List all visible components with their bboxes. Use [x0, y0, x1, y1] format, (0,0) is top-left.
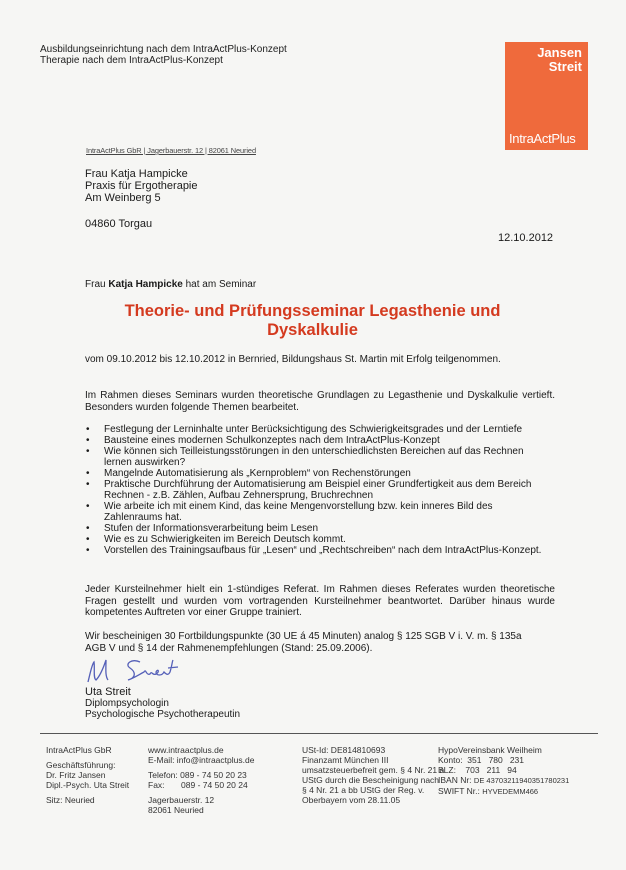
footer-tax-line: UStG durch die Bescheinigung nach — [302, 775, 440, 785]
footer-contact — [148, 745, 254, 815]
footer-mgmt-1: Dr. Fritz Jansen — [46, 770, 106, 780]
iban-label: IBAN Nr: — [438, 775, 472, 785]
signer-title2: Psychologische Psychotherapeutin — [85, 709, 241, 720]
footer-swift — [438, 786, 569, 797]
recipient-org: Praxis für Ergotherapie — [85, 180, 198, 192]
seminar-period: vom 09.10.2012 bis 12.10.2012 in Bernried, Bildungshaus St. Martin mit Erfolg teilgenommen. — [85, 354, 501, 365]
footer-fax: Fax: 089 - 74 50 20 24 — [148, 780, 248, 790]
signer-name: Uta Streit — [85, 686, 131, 698]
footer-account: Konto: 351 780 231 — [438, 755, 525, 765]
participant-name: Katja Hampicke — [108, 279, 183, 290]
footer-bank — [438, 745, 569, 797]
intro-line — [85, 279, 256, 290]
footer-mgmt-2: Dipl.-Psych. Uta Streit — [46, 780, 130, 790]
paragraph-presentation: Jeder Kursteilnehmer hielt ein 1-stündiges Referat. Im Rahmen dieses Referates wurden theoretische Fragen gestellt und wurden vom vortragenden Kursteilnehmer beantwortet. Darüber hinaus wurde kompetentes Auftreten vor einer Gruppe trainiert. — [85, 584, 555, 618]
topic-item: • Wie arbeite ich mit einem Kind, das keine Mengenvorstellung bzw. kein inneres Bild des Zahlenraums hat. — [85, 501, 555, 523]
recipient-street: Am Weinberg 5 — [85, 192, 161, 204]
tagline-therapy: Therapie nach dem IntraActPlus-Konzept — [40, 55, 223, 66]
signer-block — [85, 687, 240, 720]
topic-item: • Stufen der Informationsverarbeitung beim Lesen — [85, 523, 555, 534]
letterhead-tagline — [40, 44, 287, 66]
footer-mgmt-label: Geschäftsführung: — [46, 760, 116, 770]
footer-street: Jagerbauerstr. 12 — [148, 795, 215, 805]
logo-name-jansen: Jansen — [537, 45, 582, 60]
swift-label: SWIFT Nr.: — [438, 786, 480, 796]
footer-website-link[interactable]: www.intraactplus.de — [148, 745, 224, 755]
handwritten-signature-icon — [84, 656, 194, 686]
topic-item: • Wie es zu Schwierigkeiten im Bereich Deutsch kommt. — [85, 534, 555, 545]
footer-company-name: IntraActPlus GbR — [46, 745, 112, 755]
iban-value: DE 43703211940351780231 — [473, 776, 570, 785]
footer-divider — [40, 733, 598, 734]
logo-names — [537, 46, 582, 74]
seminar-title: Theorie- und Prüfungsseminar Legasthenie und Dyskalkulie — [124, 302, 501, 339]
footer-tax-line: Oberbayern vom 28.11.05 — [302, 795, 401, 805]
footer-tax-line: § 4 Nr. 21 a bb UStG der Reg. v. — [302, 785, 425, 795]
signer-title: Diplompsychologin — [85, 698, 169, 709]
topic-item: • Festlegung der Lerninhalte unter Berücksichtigung des Schwierigkeitsgrades und der Lerntiefe — [85, 424, 555, 435]
letter-date: 12.10.2012 — [498, 232, 554, 244]
footer-company — [46, 745, 129, 805]
intro-suffix: hat am Seminar — [185, 279, 257, 290]
footer-tax-line: umsatzsteuerbefreit gem. § 4 Nr. 21 a — [302, 765, 445, 775]
footer-bank-name: HypoVereinsbank Weilheim — [438, 745, 542, 755]
swift-value: HYVEDEMM466 — [482, 787, 539, 796]
footer-seat: Sitz: Neuried — [46, 795, 95, 805]
topic-item: • Praktische Durchführung der Automatisierung am Beispiel einer Grundfertigkeit aus dem Bereich Rechnen - z.B. Zählen, Aufbau Zehnersprung, Bruchrechnen — [85, 479, 555, 501]
logo — [505, 42, 588, 150]
footer-city: 82061 Neuried — [148, 805, 204, 815]
topic-item: • Mangelnde Automatisierung als „Kernproblem“ von Rechenstörungen — [85, 468, 555, 479]
sender-return-address: IntraActPlus GbR | Jagerbauerstr. 12 | 82061 Neuried — [86, 146, 256, 155]
footer-tax-line: USt-Id: DE814810693 — [302, 745, 386, 755]
paragraph-credits: Wir bescheinigen 30 Fortbildungspunkte (30 UE á 45 Minuten) analog § 125 SGB V i. V. m. § 135a AGB V und § 14 der Rahmenempfehlungen (Stand: 25.09.2006). — [85, 631, 522, 654]
footer-email-link[interactable]: E-Mail: info@intraactplus.de — [148, 755, 255, 765]
tagline-training: Ausbildungseinrichtung nach dem IntraActPlus-Konzept — [40, 44, 287, 55]
logo-brand: IntraActPlus — [509, 131, 576, 146]
footer-tax — [302, 745, 444, 805]
topics-list — [85, 424, 555, 556]
topic-item: • Vorstellen des Trainingsaufbaus für „Lesen“ und „Rechtschreiben“ nach dem IntraActPlus-Konzept. — [85, 545, 555, 556]
footer-blz: BLZ: 703 211 94 — [438, 765, 517, 775]
topic-item: • Bausteine eines modernen Schulkonzeptes nach dem IntraActPlus-Konzept — [85, 435, 555, 446]
footer-iban — [438, 775, 569, 786]
logo-name-streit: Streit — [548, 59, 582, 74]
recipient-city: 04860 Torgau — [85, 218, 153, 230]
paragraph-intro: Im Rahmen dieses Seminars wurden theoretische Grundlagen zu Legasthenie und Dyskalkulie vertieft. Besonders wurden folgende Themen bearbeitet. — [85, 390, 555, 413]
recipient-address — [85, 168, 198, 230]
intro-prefix: Frau — [85, 279, 106, 290]
recipient-name: Frau Katja Hampicke — [85, 168, 188, 180]
footer-tax-line: Finanzamt München III — [302, 755, 389, 765]
footer-phone: Telefon: 089 - 74 50 20 23 — [148, 770, 247, 780]
topic-item: • Wie können sich Teilleistungsstörungen in den unterschiedlichsten Bereichen auf das Rechnen lernen auswirken? — [85, 446, 555, 468]
